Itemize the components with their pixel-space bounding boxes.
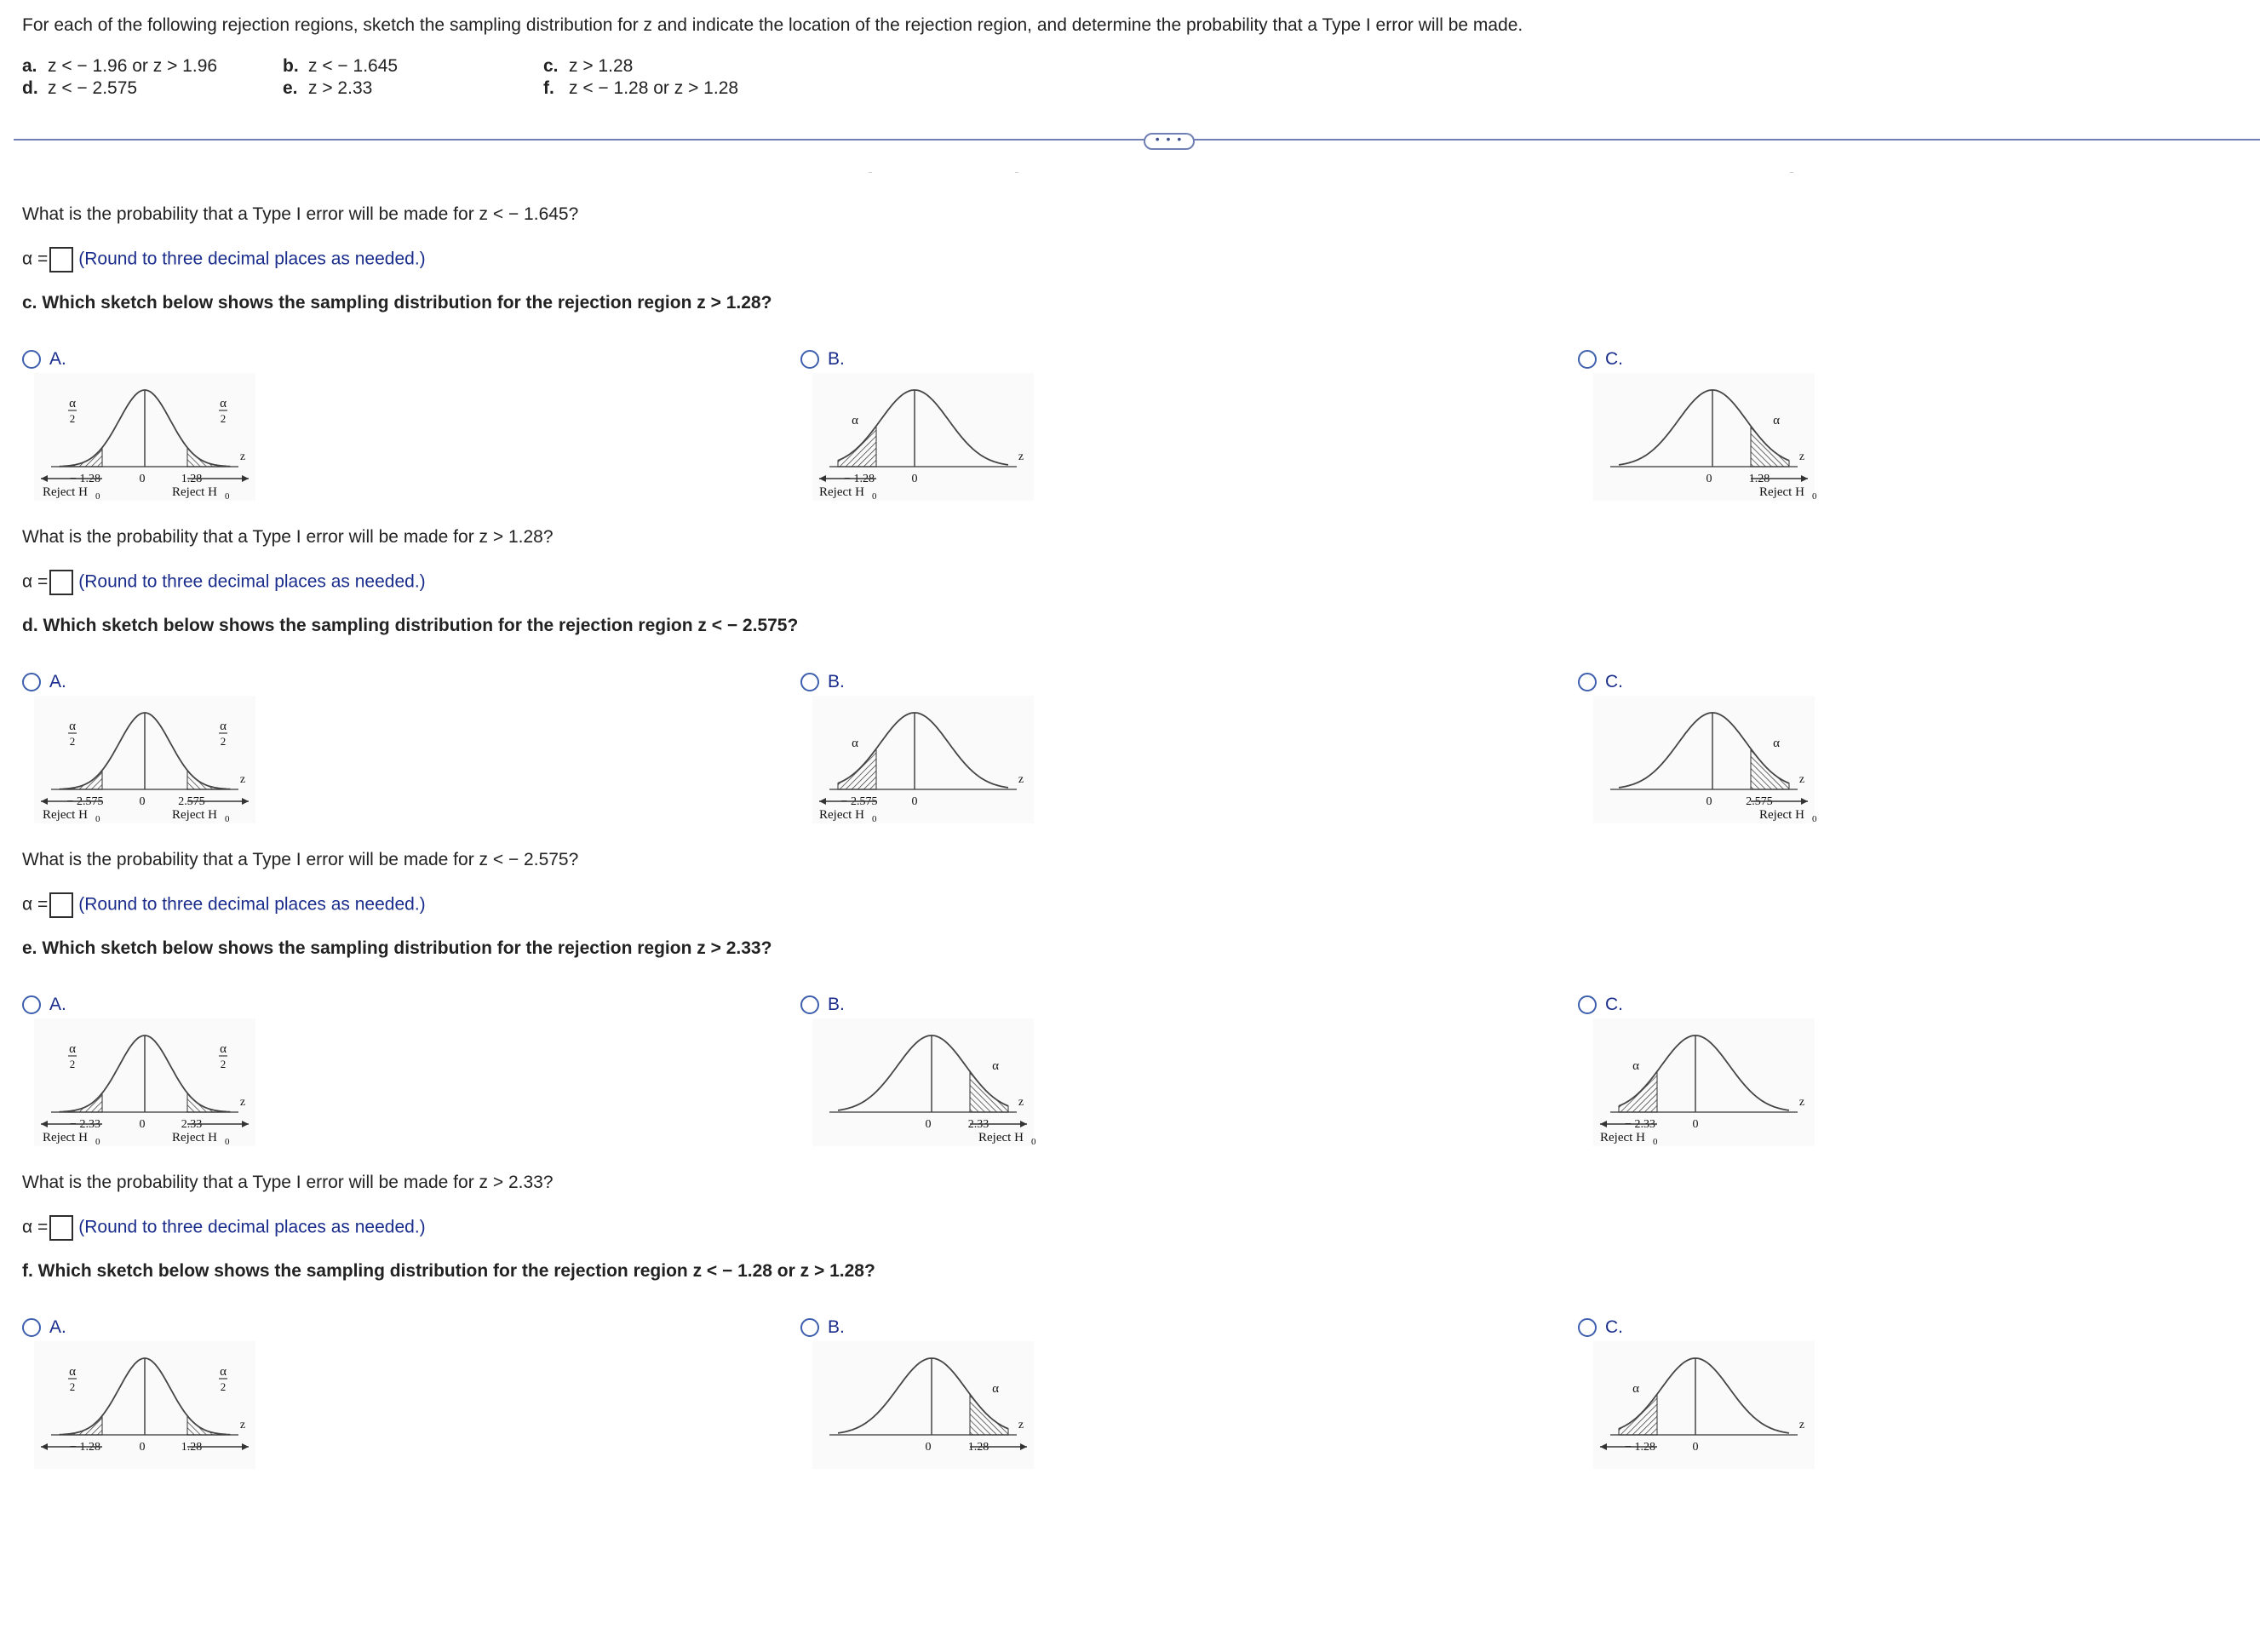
sampling-distribution-sketch[interactable] bbox=[812, 1341, 1034, 1469]
sampling-distribution-sketch[interactable] bbox=[812, 373, 1034, 501]
alpha-answer-row bbox=[22, 892, 426, 918]
alpha-left-denominator: 2 bbox=[69, 412, 76, 425]
option-letter: B. bbox=[828, 349, 845, 369]
alpha-answer-row bbox=[22, 570, 426, 595]
round-note: (Round to three decimal places as needed.) bbox=[78, 571, 426, 592]
radio-button[interactable] bbox=[800, 673, 819, 691]
center-tick-label: 0 bbox=[139, 1441, 146, 1454]
alpha-left-label: α bbox=[69, 397, 76, 410]
sampling-distribution-sketch[interactable] bbox=[34, 373, 255, 501]
radio-button[interactable] bbox=[22, 673, 41, 691]
tick-label: 2.33 bbox=[967, 1118, 989, 1131]
sampling-distribution-sketch[interactable] bbox=[34, 696, 255, 823]
reject-subscript: 0 bbox=[1812, 814, 1817, 824]
reject-subscript: 0 bbox=[872, 491, 877, 502]
option-letter: B. bbox=[828, 1317, 845, 1337]
alpha-right-label: α bbox=[220, 720, 227, 733]
reject-subscript: 0 bbox=[1031, 1137, 1036, 1147]
reject-subscript: 0 bbox=[95, 1137, 100, 1147]
alpha-left-denominator: 2 bbox=[69, 1380, 76, 1393]
alpha-right-label: α bbox=[220, 1365, 227, 1379]
z-axis-label: z bbox=[1798, 1419, 1805, 1431]
alpha-left-label: α bbox=[69, 1365, 76, 1379]
reject-label: Reject H bbox=[978, 1131, 1024, 1144]
reject-label: Reject H bbox=[1600, 1131, 1645, 1144]
z-axis-label: z bbox=[239, 1096, 246, 1109]
left-tick-label: − 1.28 bbox=[70, 1441, 100, 1454]
faint-mark bbox=[1015, 172, 1018, 173]
option-c[interactable] bbox=[1578, 995, 1623, 1015]
reject-subscript: 0 bbox=[225, 814, 230, 824]
reject-subscript: 0 bbox=[1812, 491, 1817, 502]
option-c[interactable] bbox=[1578, 1317, 1623, 1338]
right-arrowhead bbox=[242, 475, 249, 482]
region-e: e. z > 2.33 bbox=[283, 78, 373, 98]
right-reject-label: Reject H bbox=[172, 485, 217, 499]
z-axis-label: z bbox=[1018, 1419, 1024, 1431]
reject-subscript: 0 bbox=[1653, 1137, 1658, 1147]
sampling-distribution-sketch[interactable] bbox=[1593, 696, 1815, 823]
right-arrowhead bbox=[242, 1443, 249, 1450]
z-axis-label: z bbox=[1798, 1096, 1805, 1109]
option-a[interactable] bbox=[22, 1317, 66, 1338]
reject-subscript: 0 bbox=[225, 1137, 230, 1147]
region-a: a. z < − 1.96 or z > 1.96 bbox=[22, 56, 218, 76]
region-b: b. z < − 1.645 bbox=[283, 56, 399, 76]
right-tick-label: 1.28 bbox=[181, 473, 203, 485]
reject-label: Reject H bbox=[819, 485, 864, 499]
alpha-label: α bbox=[992, 1059, 999, 1073]
faint-mark bbox=[869, 172, 872, 173]
center-tick-label: 0 bbox=[925, 1441, 932, 1454]
radio-button[interactable] bbox=[1578, 350, 1597, 369]
radio-button[interactable] bbox=[1578, 1318, 1597, 1337]
center-tick-label: 0 bbox=[1706, 795, 1712, 808]
alpha-left-label: α bbox=[69, 1042, 76, 1056]
reject-subscript: 0 bbox=[95, 814, 100, 824]
rejection-shade bbox=[838, 426, 876, 467]
sampling-distribution-sketch[interactable] bbox=[1593, 1018, 1815, 1146]
right-reject-label: Reject H bbox=[172, 808, 217, 822]
tick-label: 2.575 bbox=[1746, 795, 1773, 808]
alpha-left-denominator: 2 bbox=[69, 735, 76, 748]
alpha-label: α = bbox=[22, 571, 49, 592]
tick-label: − 1.28 bbox=[844, 473, 875, 485]
left-reject-label: Reject H bbox=[43, 808, 88, 822]
alpha-answer-row bbox=[22, 1215, 426, 1241]
alpha-left-denominator: 2 bbox=[69, 1058, 76, 1070]
center-tick-label: 0 bbox=[139, 473, 146, 485]
tick-label: 1.28 bbox=[967, 1441, 989, 1454]
round-note: (Round to three decimal places as needed.) bbox=[78, 894, 426, 915]
right-arrowhead bbox=[242, 798, 249, 805]
rejection-shade bbox=[1751, 426, 1789, 467]
arrowhead bbox=[1801, 798, 1808, 805]
sampling-distribution-sketch[interactable] bbox=[1593, 1341, 1815, 1469]
alpha-right-denominator: 2 bbox=[220, 412, 227, 425]
alpha-answer-input[interactable] bbox=[49, 570, 73, 595]
round-note: (Round to three decimal places as needed.) bbox=[78, 249, 426, 269]
radio-button[interactable] bbox=[22, 995, 41, 1014]
reject-label: Reject H bbox=[1759, 485, 1804, 499]
rejection-shade bbox=[970, 1071, 1008, 1112]
arrowhead bbox=[819, 798, 826, 805]
option-letter: C. bbox=[1605, 995, 1623, 1014]
alpha-label: α bbox=[1773, 737, 1780, 750]
region-d: d. z < − 2.575 bbox=[22, 78, 138, 98]
center-tick-label: 0 bbox=[139, 1118, 146, 1131]
option-c[interactable] bbox=[1578, 672, 1623, 692]
z-axis-label: z bbox=[1018, 450, 1024, 463]
arrowhead bbox=[1600, 1121, 1607, 1127]
alpha-answer-input[interactable] bbox=[49, 247, 73, 272]
option-b[interactable] bbox=[800, 1317, 845, 1338]
left-arrowhead bbox=[41, 1121, 48, 1127]
divider-line bbox=[14, 139, 2260, 141]
arrowhead bbox=[1600, 1443, 1607, 1450]
right-tick-label: 2.33 bbox=[181, 1118, 203, 1131]
radio-button[interactable] bbox=[1578, 673, 1597, 691]
option-c[interactable] bbox=[1578, 349, 1623, 370]
reject-label: Reject H bbox=[819, 808, 864, 822]
alpha-label: α = bbox=[22, 249, 49, 269]
alpha-answer-input[interactable] bbox=[49, 1215, 73, 1241]
type-i-error-question: What is the probability that a Type I error will be made for z > 2.33? bbox=[22, 1173, 554, 1192]
tick-label: − 2.33 bbox=[1625, 1118, 1655, 1131]
radio-button[interactable] bbox=[800, 1318, 819, 1337]
center-tick-label: 0 bbox=[911, 473, 918, 485]
arrowhead bbox=[1020, 1443, 1027, 1450]
option-b[interactable] bbox=[800, 672, 845, 692]
alpha-answer-row bbox=[22, 247, 426, 272]
left-arrowhead bbox=[41, 1443, 48, 1450]
alpha-right-denominator: 2 bbox=[220, 1058, 227, 1070]
reject-label: Reject H bbox=[1759, 808, 1804, 822]
alpha-label: α bbox=[852, 414, 858, 427]
option-letter: B. bbox=[828, 672, 845, 691]
rejection-shade bbox=[1619, 1394, 1657, 1435]
radio-button[interactable] bbox=[800, 995, 819, 1014]
option-b[interactable] bbox=[800, 995, 845, 1015]
z-axis-label: z bbox=[1798, 773, 1805, 786]
alpha-label: α bbox=[992, 1382, 999, 1396]
center-tick-label: 0 bbox=[1692, 1441, 1699, 1454]
center-tick-label: 0 bbox=[139, 795, 146, 808]
option-letter: C. bbox=[1605, 349, 1623, 369]
sampling-distribution-sketch[interactable] bbox=[812, 1018, 1034, 1146]
z-axis-label: z bbox=[239, 1419, 246, 1431]
faint-mark bbox=[1790, 172, 1793, 173]
region-f: f. z < − 1.28 or z > 1.28 bbox=[543, 78, 739, 98]
arrowhead bbox=[1020, 1121, 1027, 1127]
option-letter: A. bbox=[49, 349, 66, 369]
right-reject-label: Reject H bbox=[172, 1131, 217, 1144]
option-a[interactable] bbox=[22, 995, 66, 1015]
type-i-error-question: What is the probability that a Type I error will be made for z < − 1.645? bbox=[22, 204, 579, 224]
sketch-question: e. Which sketch below shows the sampling distribution for the rejection region z > 2.33? bbox=[22, 938, 772, 958]
option-letter: C. bbox=[1605, 672, 1623, 691]
sampling-distribution-sketch[interactable] bbox=[1593, 373, 1815, 501]
option-b[interactable] bbox=[800, 349, 845, 370]
alpha-answer-input[interactable] bbox=[49, 892, 73, 918]
problem-prompt: For each of the following rejection regions, sketch the sampling distribution for z and indicate the location of the rejection region, and determine the probability that a Type I error will be made. bbox=[22, 15, 1523, 35]
sketch-question: f. Which sketch below shows the sampling distribution for the rejection region z < − 1.28 or z > 1.28? bbox=[22, 1261, 875, 1281]
radio-button[interactable] bbox=[22, 1318, 41, 1337]
alpha-right-label: α bbox=[220, 397, 227, 410]
option-letter: B. bbox=[828, 995, 845, 1014]
z-axis-label: z bbox=[1798, 450, 1805, 463]
alpha-label: α bbox=[852, 737, 858, 750]
option-letter: A. bbox=[49, 672, 66, 691]
tick-label: − 1.28 bbox=[1625, 1441, 1655, 1454]
option-a[interactable] bbox=[22, 349, 66, 370]
left-reject-label: Reject H bbox=[43, 485, 88, 499]
z-axis-label: z bbox=[1018, 773, 1024, 786]
region-c: c. z > 1.28 bbox=[543, 56, 634, 76]
option-a[interactable] bbox=[22, 672, 66, 692]
type-i-error-question: What is the probability that a Type I error will be made for z > 1.28? bbox=[22, 527, 554, 547]
right-tick-label: 1.28 bbox=[181, 1441, 203, 1454]
sampling-distribution-sketch[interactable] bbox=[34, 1341, 255, 1469]
left-tick-label: − 1.28 bbox=[70, 473, 100, 485]
alpha-right-denominator: 2 bbox=[220, 735, 227, 748]
arrowhead bbox=[819, 475, 826, 482]
alpha-label: α bbox=[1632, 1059, 1639, 1073]
left-arrowhead bbox=[41, 798, 48, 805]
radio-button[interactable] bbox=[800, 350, 819, 369]
sampling-distribution-sketch[interactable] bbox=[812, 696, 1034, 823]
z-axis-label: z bbox=[239, 450, 246, 463]
left-arrowhead bbox=[41, 475, 48, 482]
rejection-shade bbox=[838, 749, 876, 789]
more-options-button[interactable]: • • • bbox=[1144, 133, 1195, 150]
center-tick-label: 0 bbox=[925, 1118, 932, 1131]
arrowhead bbox=[1801, 475, 1808, 482]
type-i-error-question: What is the probability that a Type I error will be made for z < − 2.575? bbox=[22, 850, 579, 869]
center-tick-label: 0 bbox=[911, 795, 918, 808]
z-axis-label: z bbox=[1018, 1096, 1024, 1109]
radio-button[interactable] bbox=[22, 350, 41, 369]
radio-button[interactable] bbox=[1578, 995, 1597, 1014]
alpha-label: α = bbox=[22, 894, 49, 915]
alpha-right-denominator: 2 bbox=[220, 1380, 227, 1393]
alpha-label: α = bbox=[22, 1217, 49, 1237]
round-note: (Round to three decimal places as needed.) bbox=[78, 1217, 426, 1237]
reject-subscript: 0 bbox=[872, 814, 877, 824]
z-axis-label: z bbox=[239, 773, 246, 786]
rejection-shade bbox=[970, 1394, 1008, 1435]
left-reject-label: Reject H bbox=[43, 1131, 88, 1144]
reject-subscript: 0 bbox=[225, 491, 230, 502]
sampling-distribution-sketch[interactable] bbox=[34, 1018, 255, 1146]
alpha-right-label: α bbox=[220, 1042, 227, 1056]
rejection-shade bbox=[1751, 749, 1789, 789]
option-letter: A. bbox=[49, 1317, 66, 1337]
rejection-shade bbox=[1619, 1071, 1657, 1112]
left-tick-label: − 2.575 bbox=[66, 795, 104, 808]
left-tick-label: − 2.33 bbox=[70, 1118, 100, 1131]
option-letter: C. bbox=[1605, 1317, 1623, 1337]
right-tick-label: 2.575 bbox=[178, 795, 205, 808]
option-letter: A. bbox=[49, 995, 66, 1014]
reject-subscript: 0 bbox=[95, 491, 100, 502]
sketch-question: d. Which sketch below shows the sampling distribution for the rejection region z < − 2.575? bbox=[22, 616, 799, 635]
alpha-label: α bbox=[1773, 414, 1780, 427]
alpha-left-label: α bbox=[69, 720, 76, 733]
sketch-question: c. Which sketch below shows the sampling distribution for the rejection region z > 1.28? bbox=[22, 293, 772, 313]
alpha-label: α bbox=[1632, 1382, 1639, 1396]
center-tick-label: 0 bbox=[1692, 1118, 1699, 1131]
tick-label: − 2.575 bbox=[840, 795, 878, 808]
tick-label: 1.28 bbox=[1748, 473, 1770, 485]
center-tick-label: 0 bbox=[1706, 473, 1712, 485]
right-arrowhead bbox=[242, 1121, 249, 1127]
